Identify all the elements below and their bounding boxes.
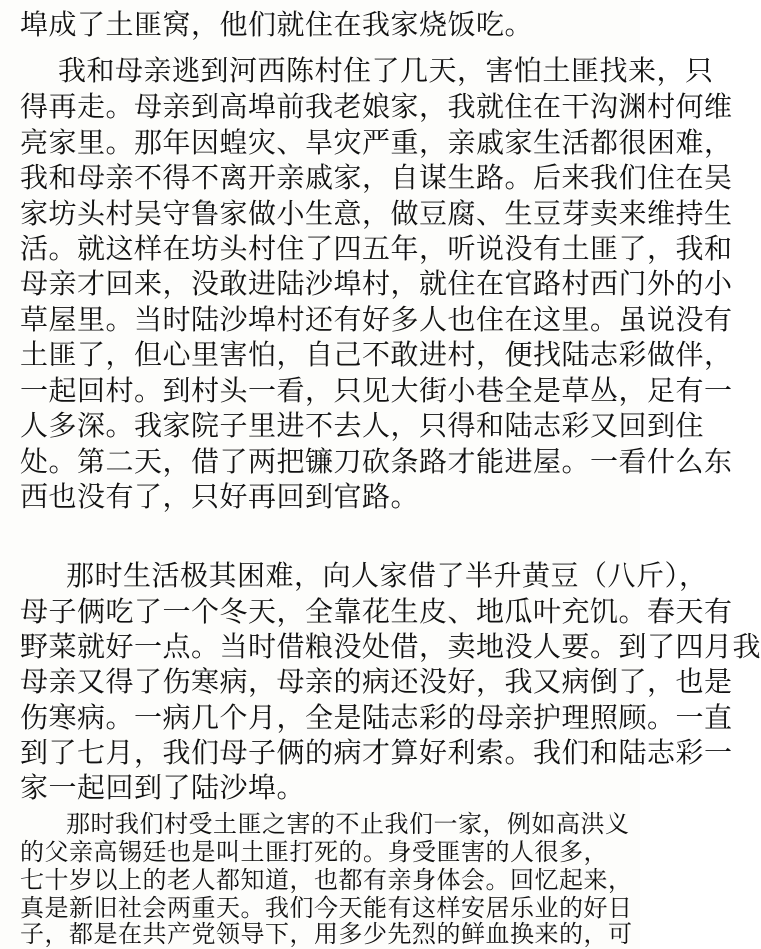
text-line: 亮家里。那年因蝗灾、旱灾严重，亲戚家生活都很困难，: [20, 126, 733, 159]
text-line: 的父亲高锡廷也是叫土匪打死的。身受匪害的人很多，: [20, 838, 608, 866]
text-line: 母子俩吃了一个冬天，全靠花生皮、地瓜叶充饥。春天有: [20, 595, 733, 628]
text-line: 处。第二天，借了两把镰刀砍条路才能进屋。一看什么东: [20, 445, 733, 478]
text-line: 野菜就好一点。当时借粮没处借，卖地没人要。到了四月我: [20, 630, 761, 663]
text-line: 土匪了，但心里害怕，自己不敢进村，便找陆志彩做伴，: [20, 338, 733, 371]
text-line: 那时生活极其困难，向人家借了半升黄豆（八斤），: [66, 559, 708, 592]
text-line: 草屋里。当时陆沙埠村还有好多人也住在这里。虽说没有: [20, 303, 733, 336]
text-line: 人多深。我家院子里进不去人，只得和陆志彩又回到住: [20, 409, 705, 442]
text-line: 母亲才回来，没敢进陆沙埠村，就住在官路村西门外的小: [20, 267, 733, 300]
text-line: 母亲又得了伤寒病，母亲的病还没好，我又病倒了，也是: [20, 665, 733, 698]
text-line: 西也没有了，只好再回到官路。: [20, 480, 420, 513]
text-line: 活。就这样在坊头村住了四五年，听说没有土匪了，我和: [20, 232, 733, 265]
text-line: 伤寒病。一病几个月，全是陆志彩的母亲护理照顾。一直: [20, 701, 733, 734]
text-line: 家一起回到了陆沙埠。: [20, 771, 306, 804]
text-line: 我和母亲不得不离开亲戚家，自谋生路。后来我们住在吴: [20, 161, 733, 194]
text-line: 一起回村。到村头一看，只见大街小巷全是草丛，足有一: [20, 374, 733, 407]
text-line: 那时我们村受土匪之害的不止我们一家，例如高洪义: [66, 810, 630, 838]
text-line: 家坊头村吴守鲁家做小生意，做豆腐、生豆芽卖来维持生: [20, 197, 733, 230]
text-line: 得再走。母亲到高埠前我老娘家，我就住在干沟渊村何维: [20, 90, 733, 123]
text-line: 埠成了土匪窝，他们就住在我家烧饭吃。: [20, 8, 534, 41]
text-line: 我和母亲逃到河西陈村住了几天，害怕土匪找来，只: [58, 54, 714, 87]
text-line: [20, 512, 628, 552]
text-line: 子，都是在共产党领导下，用多少先烈的鲜血换来的，可: [20, 920, 633, 948]
text-line: 到了七月，我们母子俩的病才算好利索。我们和陆志彩一: [20, 736, 733, 769]
text-line: 真是新旧社会两重天。我们今天能有这样安居乐业的好日: [20, 894, 633, 922]
text-line: 七十岁以上的老人都知道，也都有亲身体会。回忆起来，: [20, 866, 633, 894]
